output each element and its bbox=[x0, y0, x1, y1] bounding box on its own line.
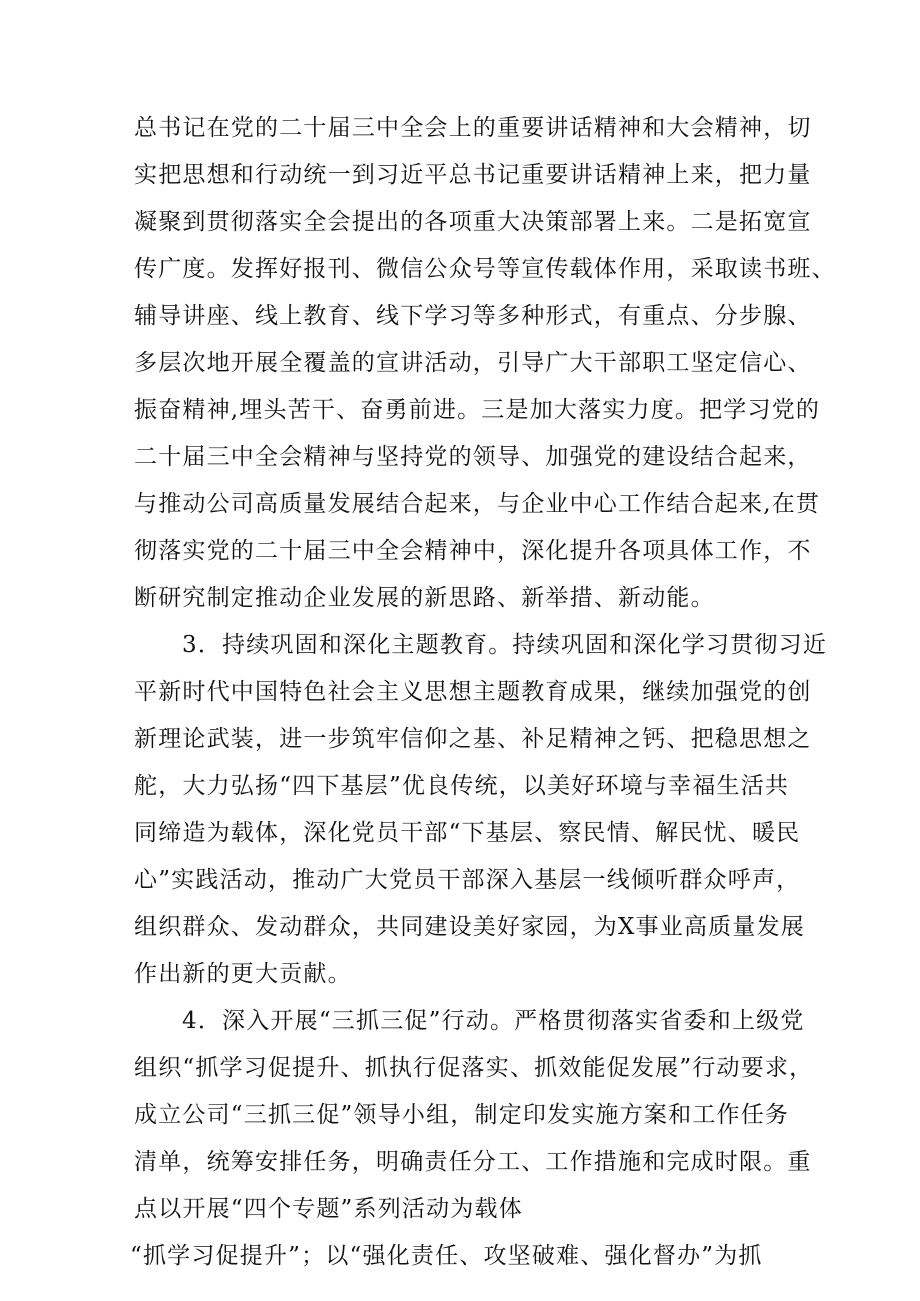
text-line: 平新时代中国特色社会主义思想主题教育成果，继续加强党的创 bbox=[134, 679, 812, 705]
text-line: 组织群众、发动群众，共同建设美好家园，为X事业高质量发展 bbox=[134, 914, 805, 940]
text-line: 实把思想和行动统一到习近平总书记重要讲话精神上来，把力量 bbox=[134, 162, 812, 188]
text-line: 作出新的更大贡献。 bbox=[134, 961, 352, 987]
text-line: 与推动公司高质量发展结合起来，与企业中心工作结合起来,在贯 bbox=[134, 491, 821, 517]
text-line: 二十届三中全会精神与坚持党的领导、加强党的建设结合起来， bbox=[134, 444, 812, 470]
text-line: 清单，统筹安排任务，明确责任分工、工作措施和完成时限。重 bbox=[134, 1149, 812, 1175]
text-line: 点以开展“四个专题”系列活动为载体 bbox=[134, 1196, 523, 1222]
text-line: 传广度。发挥好报刊、微信公众号等宣传载体作用，采取读书班、 bbox=[134, 256, 836, 282]
text-line: 舵，大力弘扬“四下基层”优良传统，以美好环境与幸福生活共 bbox=[134, 773, 790, 799]
text-line: 振奋精神,埋头苦干、奋勇前进。三是加大落实力度。把学习党的 bbox=[134, 397, 821, 423]
text-line: 组织“抓学习促提升、抓执行促落实、抓效能促发展”行动要求， bbox=[134, 1055, 814, 1081]
text-line: 心”实践活动，推动广大党员干部深入基层一线倾听群众呼声， bbox=[134, 867, 801, 893]
text-line: 辅导讲座、线上教育、线下学习等多种形式，有重点、分步腺、 bbox=[134, 303, 812, 329]
text-line: “抓学习促提升”；以“强化责任、攻坚破难、强化督办”为抓 bbox=[130, 1243, 763, 1269]
text-line: 凝聚到贯彻落实全会提出的各项重大决策部署上来。二是拓宽宣 bbox=[134, 209, 812, 235]
text-line: 新理论武装，进一步筑牢信仰之基、补足精神之钙、把稳思想之 bbox=[134, 726, 812, 752]
text-line: 同缔造为载体，深化党员干部“下基层、察民情、解民忧、暖民 bbox=[134, 820, 801, 846]
text-line: 总书记在党的二十届三中全会上的重要讲话精神和大会精神，切 bbox=[134, 115, 812, 141]
text-line: 彻落实党的二十届三中全会精神中，深化提升各项具体工作，不 bbox=[134, 538, 812, 564]
text-line: 成立公司“三抓三促”领导小组，制定印发实施方案和工作任务 bbox=[134, 1102, 790, 1128]
text-line: 断研究制定推动企业发展的新思路、新举措、新动能。 bbox=[134, 585, 715, 611]
text-line: 多层次地开展全覆盖的宣讲活动，引导广大干部职工坚定信心、 bbox=[134, 350, 812, 376]
paragraph-4-heading-line: 4．深入开展“三抓三促”行动。严格贯彻落实省委和上级党 bbox=[182, 1008, 805, 1034]
paragraph-3-heading-line: 3．持续巩固和深化主题教育。持续巩固和深化学习贯彻习近 bbox=[182, 632, 828, 658]
